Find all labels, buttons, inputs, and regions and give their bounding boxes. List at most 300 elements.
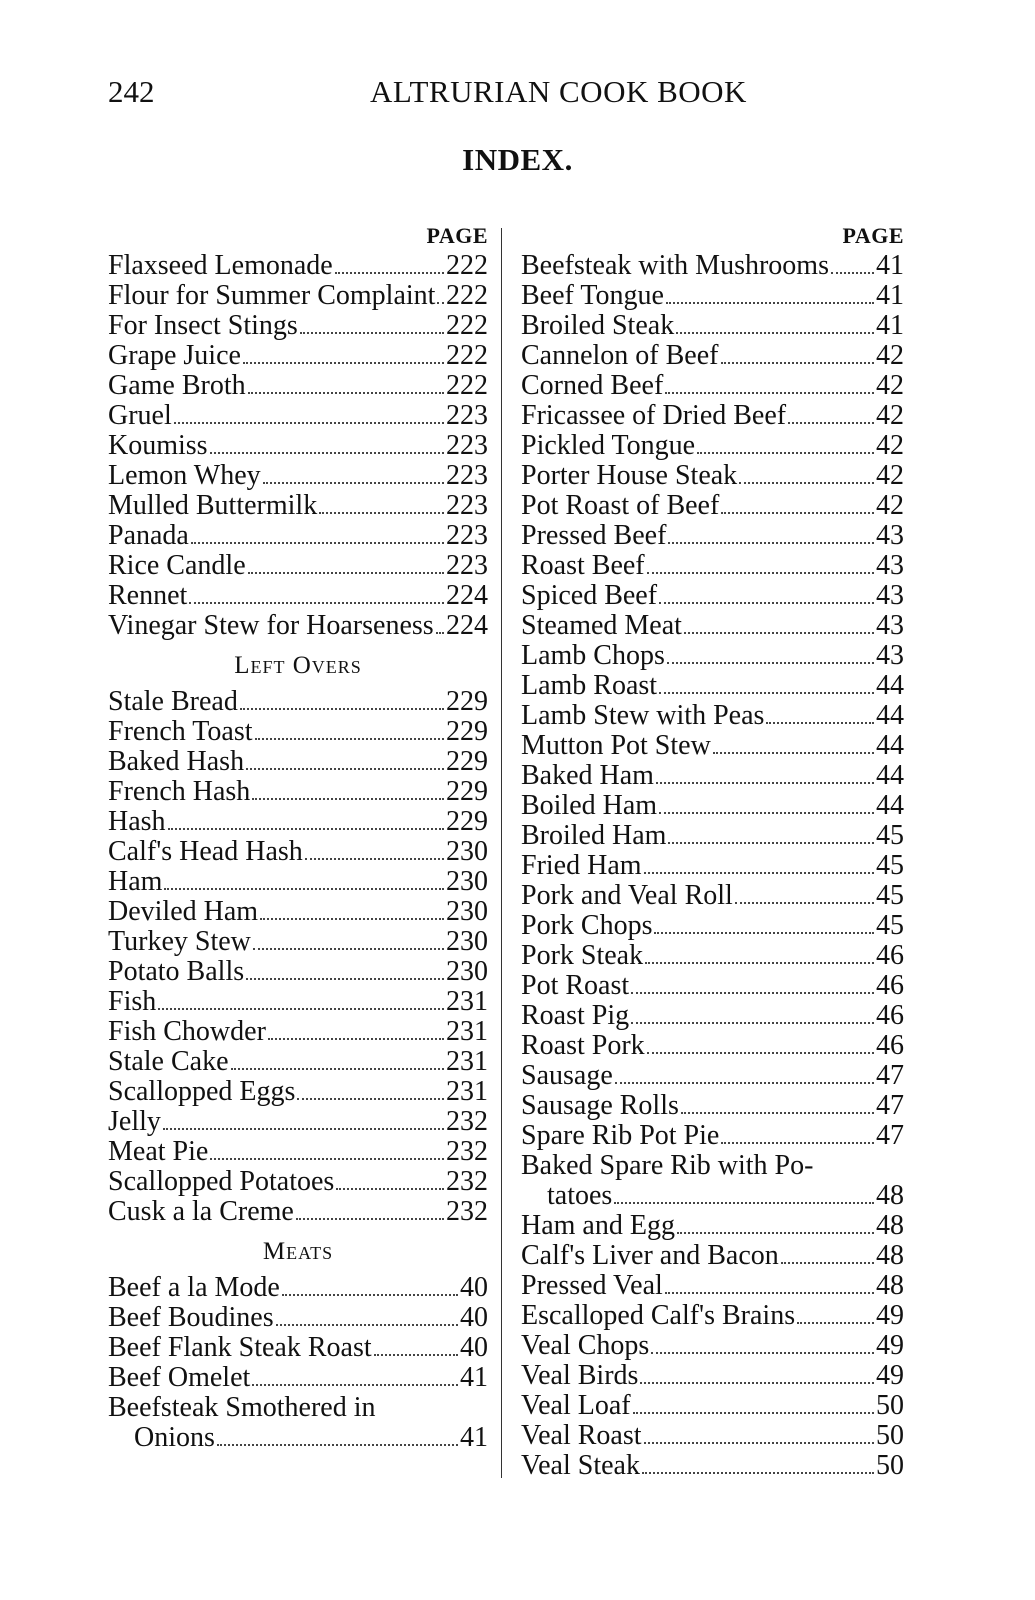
entry-page: 41 (460, 1361, 488, 1393)
entry-page: 230 (446, 955, 488, 987)
entry-page: 40 (460, 1271, 488, 1303)
index-entry (521, 671, 904, 701)
entry-page: 224 (446, 580, 488, 611)
entry-name: Koumiss (108, 430, 208, 461)
entry-name: Scallopped Potatoes (108, 1165, 335, 1197)
dot-leader (697, 452, 874, 454)
entry-name: Mulled Buttermilk (108, 490, 318, 521)
entry-page: 48 (876, 1269, 904, 1301)
index-entry (521, 521, 904, 551)
entry-page: 48 (876, 1209, 904, 1241)
index-entry (108, 1017, 488, 1047)
index-entry (108, 987, 488, 1017)
dot-leader (735, 902, 874, 904)
entry-page: 47 (876, 1090, 904, 1121)
entry-page: 46 (876, 940, 904, 971)
dot-leader (252, 798, 444, 800)
index-entry (108, 1047, 488, 1077)
dot-leader (189, 602, 444, 604)
entry-name: Mutton Pot Stew (521, 730, 711, 761)
entry-name: Spiced Beef (521, 580, 658, 611)
index-entry (521, 1121, 904, 1151)
dot-leader (659, 602, 874, 604)
left-column (108, 223, 488, 1453)
dot-leader (665, 392, 874, 394)
dot-leader (797, 1322, 874, 1324)
dot-leader (631, 992, 874, 994)
dot-leader (677, 1232, 874, 1234)
entry-page: 50 (876, 1389, 904, 1421)
entry-name: Steamed Meat (521, 610, 682, 641)
index-entry (108, 341, 488, 371)
entry-page: 43 (876, 520, 904, 551)
entry-name: Lamb Stew with Peas (521, 700, 765, 731)
entry-name: Baked Spare Rib with Po- (521, 1150, 814, 1181)
entry-page: 231 (446, 1075, 488, 1107)
entry-name: Beefsteak Smothered in (108, 1391, 376, 1423)
entry-page: 41 (876, 280, 904, 311)
entry-page: 231 (446, 1045, 488, 1077)
entry-page: 232 (446, 1135, 488, 1167)
index-entry (521, 1001, 904, 1031)
dot-leader (645, 962, 874, 964)
entry-page: 42 (876, 490, 904, 521)
dot-leader (158, 1008, 444, 1010)
entry-page: 47 (876, 1060, 904, 1091)
index-entry (521, 941, 904, 971)
entry-page: 42 (876, 460, 904, 491)
index-entry (521, 581, 904, 611)
entry-name: Flaxseed Lemonade (108, 250, 333, 281)
index-entry (108, 747, 488, 777)
entry-name: Veal Loaf (521, 1389, 631, 1421)
entry-page: 41 (876, 250, 904, 281)
entry-name: Ham and Egg (521, 1209, 675, 1241)
entry-page: 47 (876, 1120, 904, 1151)
dot-leader (633, 1412, 874, 1414)
entry-page: 45 (876, 910, 904, 941)
entry-name: Spare Rib Pot Pie (521, 1120, 720, 1151)
index-entry (108, 461, 488, 491)
index-entry (521, 971, 904, 1001)
entry-page: 42 (876, 400, 904, 431)
index-entry (108, 521, 488, 551)
entry-name: Porter House Steak (521, 460, 738, 491)
index-entry (521, 251, 904, 281)
entry-page: 49 (876, 1329, 904, 1361)
dot-leader (191, 542, 444, 544)
index-entry (108, 897, 488, 927)
entry-name: Pressed Beef (521, 520, 667, 551)
entry-page: 43 (876, 550, 904, 581)
right-column (521, 223, 904, 1481)
index-entry (108, 1393, 488, 1453)
dot-leader (374, 1354, 458, 1356)
entry-name: Roast Beef (521, 550, 645, 581)
entry-page: 45 (876, 880, 904, 911)
index-entry (521, 1421, 904, 1451)
entry-name: Flour for Summer Complaint (108, 280, 436, 311)
entry-name: Baked Hash (108, 745, 245, 777)
entry-page: 43 (876, 580, 904, 611)
index-entry (521, 551, 904, 581)
entry-name: Meat Pie (108, 1135, 209, 1167)
dot-leader (210, 1158, 444, 1160)
entry-page: 48 (876, 1179, 904, 1211)
entry-name: Lamb Chops (521, 640, 665, 671)
book-title: ALTRURIAN COOK BOOK (370, 74, 747, 109)
dot-leader (210, 452, 444, 454)
entry-page: 222 (446, 340, 488, 371)
page-column-label: PAGE (426, 223, 488, 248)
index-entry (108, 311, 488, 341)
entry-page: 231 (446, 985, 488, 1017)
entry-name: Pork and Veal Roll (521, 880, 733, 911)
entry-page: 229 (446, 715, 488, 747)
index-entry (521, 341, 904, 371)
entry-page: 43 (876, 640, 904, 671)
dot-leader (681, 1112, 874, 1114)
dot-leader (246, 768, 444, 770)
entry-page: 230 (446, 835, 488, 867)
index-entry (521, 1301, 904, 1331)
entry-page: 41 (460, 1421, 488, 1453)
section-heading-meats: Meats (262, 1237, 334, 1265)
index-entry (108, 867, 488, 897)
dot-leader (766, 722, 874, 724)
entry-name: Fried Ham (521, 850, 642, 881)
index-entry (108, 1137, 488, 1167)
index-entry (108, 957, 488, 987)
entry-page: 41 (876, 310, 904, 341)
entry-name: French Hash (108, 775, 251, 807)
entry-name: Stale Cake (108, 1045, 229, 1077)
entry-name: Scallopped Eggs (108, 1075, 296, 1107)
entry-page: 48 (876, 1239, 904, 1271)
index-entry (108, 251, 488, 281)
index-entry (521, 881, 904, 911)
index-entry (521, 1211, 904, 1241)
dot-leader (647, 572, 874, 574)
dot-leader (436, 632, 444, 634)
dot-leader (253, 948, 444, 950)
dot-leader (300, 332, 444, 334)
dot-leader (174, 422, 444, 424)
entry-page: 50 (876, 1449, 904, 1481)
index-entry (108, 807, 488, 837)
entry-name: Calf's Head Hash (108, 835, 303, 867)
entry-name: Veal Chops (521, 1329, 650, 1361)
entry-page: 45 (876, 850, 904, 881)
entry-name: Broiled Steak (521, 310, 675, 341)
entry-name: Rice Candle (108, 550, 246, 581)
dot-leader (335, 272, 444, 274)
entry-name: Sausage (521, 1060, 613, 1091)
entry-page: 44 (876, 670, 904, 701)
entry-name: Veal Steak (521, 1449, 640, 1481)
dot-leader (668, 542, 874, 544)
dot-leader (297, 1098, 444, 1100)
entry-name-continued: Onions (134, 1421, 215, 1453)
index-entry (521, 371, 904, 401)
entry-name: Broiled Ham (521, 820, 667, 851)
index-entry (108, 1167, 488, 1197)
entry-page: 44 (876, 700, 904, 731)
index-entry (108, 1197, 488, 1227)
dot-leader (642, 1472, 874, 1474)
index-entry (521, 1151, 904, 1211)
entry-page: 46 (876, 1000, 904, 1031)
index-entry (108, 371, 488, 401)
entry-page: 229 (446, 805, 488, 837)
dot-leader (168, 828, 444, 830)
entry-page: 222 (446, 250, 488, 281)
entry-page: 222 (446, 280, 488, 311)
dot-leader (721, 512, 874, 514)
entry-page: 42 (876, 430, 904, 461)
entry-name: Potato Balls (108, 955, 245, 987)
entry-page: 223 (446, 400, 488, 431)
index-entry (108, 551, 488, 581)
index-entry (521, 1331, 904, 1361)
entry-name: Rennet (108, 580, 188, 611)
entry-page: 42 (876, 370, 904, 401)
index-entry (108, 1333, 488, 1363)
entry-list (521, 1211, 904, 1481)
entry-name: Escalloped Calf's Brains (521, 1299, 796, 1331)
entry-list (108, 1273, 488, 1393)
entry-name: Cannelon of Beef (521, 340, 719, 371)
dot-leader (654, 932, 874, 934)
entry-page: 223 (446, 490, 488, 521)
column-divider (501, 228, 502, 1478)
entry-name: Calf's Liver and Bacon (521, 1239, 779, 1271)
entry-name-continued: tatoes (547, 1179, 613, 1211)
entry-name: Beef a la Mode (108, 1271, 280, 1303)
entry-page: 49 (876, 1359, 904, 1391)
index-entry (521, 1241, 904, 1271)
entry-page: 229 (446, 775, 488, 807)
index-entry (108, 927, 488, 957)
entry-page: 223 (446, 460, 488, 491)
index-entry (521, 1391, 904, 1421)
dot-leader (163, 1128, 444, 1130)
entry-page: 231 (446, 1015, 488, 1047)
dot-leader (644, 1442, 874, 1444)
entry-name: Boiled Ham (521, 790, 658, 821)
dot-leader (248, 572, 444, 574)
entry-page: 229 (446, 745, 488, 777)
dot-leader (240, 708, 444, 710)
dot-leader (631, 1022, 874, 1024)
entry-name: Game Broth (108, 370, 246, 401)
entry-name: Roast Pig (521, 1000, 630, 1031)
index-title: INDEX. (462, 142, 573, 177)
entry-name: Fricassee of Dried Beef (521, 400, 787, 431)
entry-name: Fish Chowder (108, 1015, 266, 1047)
index-entry (521, 1271, 904, 1301)
entry-page: 230 (446, 925, 488, 957)
dot-leader (668, 842, 874, 844)
index-entry (108, 281, 488, 311)
entry-name: Veal Birds (521, 1359, 639, 1391)
entry-name: Lamb Roast (521, 670, 658, 701)
dot-leader (684, 632, 874, 634)
entry-name: Beef Flank Steak Roast (108, 1331, 372, 1363)
dot-leader (248, 392, 444, 394)
entry-name: Corned Beef (521, 370, 664, 401)
entry-page: 40 (460, 1331, 488, 1363)
entry-name: Pickled Tongue (521, 430, 696, 461)
section-heading-left-overs: Left Overs (234, 652, 362, 679)
dot-leader (268, 1038, 444, 1040)
index-entry (521, 281, 904, 311)
entry-page: 42 (876, 340, 904, 371)
dot-leader (246, 978, 444, 980)
index-entry (521, 851, 904, 881)
entry-name: Stale Bread (108, 685, 238, 717)
dot-leader (647, 1052, 874, 1054)
dot-leader (656, 782, 874, 784)
entry-page: 223 (446, 430, 488, 461)
dot-leader (614, 1202, 874, 1204)
index-entry (108, 777, 488, 807)
dot-leader (615, 1082, 874, 1084)
entry-name: Ham (108, 865, 163, 897)
index-entry (521, 491, 904, 521)
index-entry (521, 911, 904, 941)
entry-name: Beef Tongue (521, 280, 664, 311)
entry-name: Roast Pork (521, 1030, 645, 1061)
dot-leader (831, 272, 874, 274)
index-entry (521, 611, 904, 641)
dot-leader (252, 1384, 458, 1386)
index-entry (108, 717, 488, 747)
index-entry (521, 821, 904, 851)
entry-page: 40 (460, 1301, 488, 1333)
index-entry (108, 431, 488, 461)
index-entry (521, 1031, 904, 1061)
entry-page: 232 (446, 1195, 488, 1227)
entry-name: Sausage Rolls (521, 1090, 679, 1121)
entry-page: 49 (876, 1299, 904, 1331)
index-entry (521, 1061, 904, 1091)
entry-name: Vinegar Stew for Hoarseness (108, 610, 434, 641)
entry-list (521, 251, 904, 1151)
dot-leader (640, 1382, 874, 1384)
entry-name: Gruel (108, 400, 172, 431)
entry-page: 222 (446, 370, 488, 401)
index-entry (521, 641, 904, 671)
index-entry (521, 1451, 904, 1481)
index-entry (108, 611, 488, 641)
dot-leader (721, 362, 875, 364)
index-entry (108, 1303, 488, 1333)
entry-name: Cusk a la Creme (108, 1195, 294, 1227)
entry-name: Beefsteak with Mushrooms (521, 250, 829, 281)
dot-leader (164, 888, 444, 890)
index-entry (108, 1107, 488, 1137)
entry-page: 45 (876, 820, 904, 851)
entry-page: 46 (876, 1030, 904, 1061)
dot-leader (659, 812, 874, 814)
dot-leader (282, 1294, 458, 1296)
running-head (108, 74, 908, 114)
entry-page: 232 (446, 1105, 488, 1137)
dot-leader (231, 1068, 444, 1070)
index-entry (521, 431, 904, 461)
dot-leader (666, 302, 874, 304)
index-entry (108, 1363, 488, 1393)
entry-list (108, 251, 488, 641)
dot-leader (651, 1352, 874, 1354)
entry-name: Pot Roast (521, 970, 630, 1001)
entry-page: 50 (876, 1419, 904, 1451)
entry-page: 222 (446, 310, 488, 341)
dot-leader (676, 332, 874, 334)
entry-page: 223 (446, 520, 488, 551)
entry-name: Pork Chops (521, 910, 653, 941)
index-entry (108, 401, 488, 431)
index-entry (521, 311, 904, 341)
page-column-label: PAGE (842, 223, 904, 248)
entry-page: 232 (446, 1165, 488, 1197)
entry-name: Fish (108, 985, 157, 1017)
dot-leader (644, 872, 874, 874)
dot-leader (665, 1292, 874, 1294)
entry-name: Lemon Whey (108, 460, 261, 491)
index-entry (521, 401, 904, 431)
index-entry (108, 837, 488, 867)
index-entry (108, 581, 488, 611)
dot-leader (217, 1444, 458, 1446)
index-entry (108, 687, 488, 717)
dot-leader (336, 1188, 444, 1190)
entry-page: 43 (876, 610, 904, 641)
entry-name: Grape Juice (108, 340, 241, 371)
dot-leader (721, 1142, 874, 1144)
entry-name: Panada (108, 520, 189, 551)
entry-name: Pressed Veal (521, 1269, 663, 1301)
index-entry (108, 1273, 488, 1303)
dot-leader (276, 1324, 458, 1326)
dot-leader (263, 482, 444, 484)
entry-name: Beef Boudines (108, 1301, 274, 1333)
entry-name: Hash (108, 805, 166, 837)
entry-name: Beef Omelet (108, 1361, 251, 1393)
page-number: 242 (108, 74, 155, 109)
dot-leader (255, 738, 445, 740)
entry-name: Deviled Ham (108, 895, 259, 927)
index-entry (521, 761, 904, 791)
entry-page: 229 (446, 685, 488, 717)
dot-leader (296, 1218, 444, 1220)
entry-name: Jelly (108, 1105, 161, 1137)
dot-leader (667, 662, 874, 664)
dot-leader (437, 302, 444, 304)
entry-list (108, 687, 488, 1227)
entry-name: French Toast (108, 715, 253, 747)
dot-leader (305, 858, 444, 860)
entry-name: Baked Ham (521, 760, 654, 791)
index-entry (521, 701, 904, 731)
entry-name: Veal Roast (521, 1419, 642, 1451)
dot-leader (319, 512, 444, 514)
entry-page: 230 (446, 895, 488, 927)
entry-name: For Insect Stings (108, 310, 298, 341)
index-entry (521, 461, 904, 491)
index-entry (108, 491, 488, 521)
